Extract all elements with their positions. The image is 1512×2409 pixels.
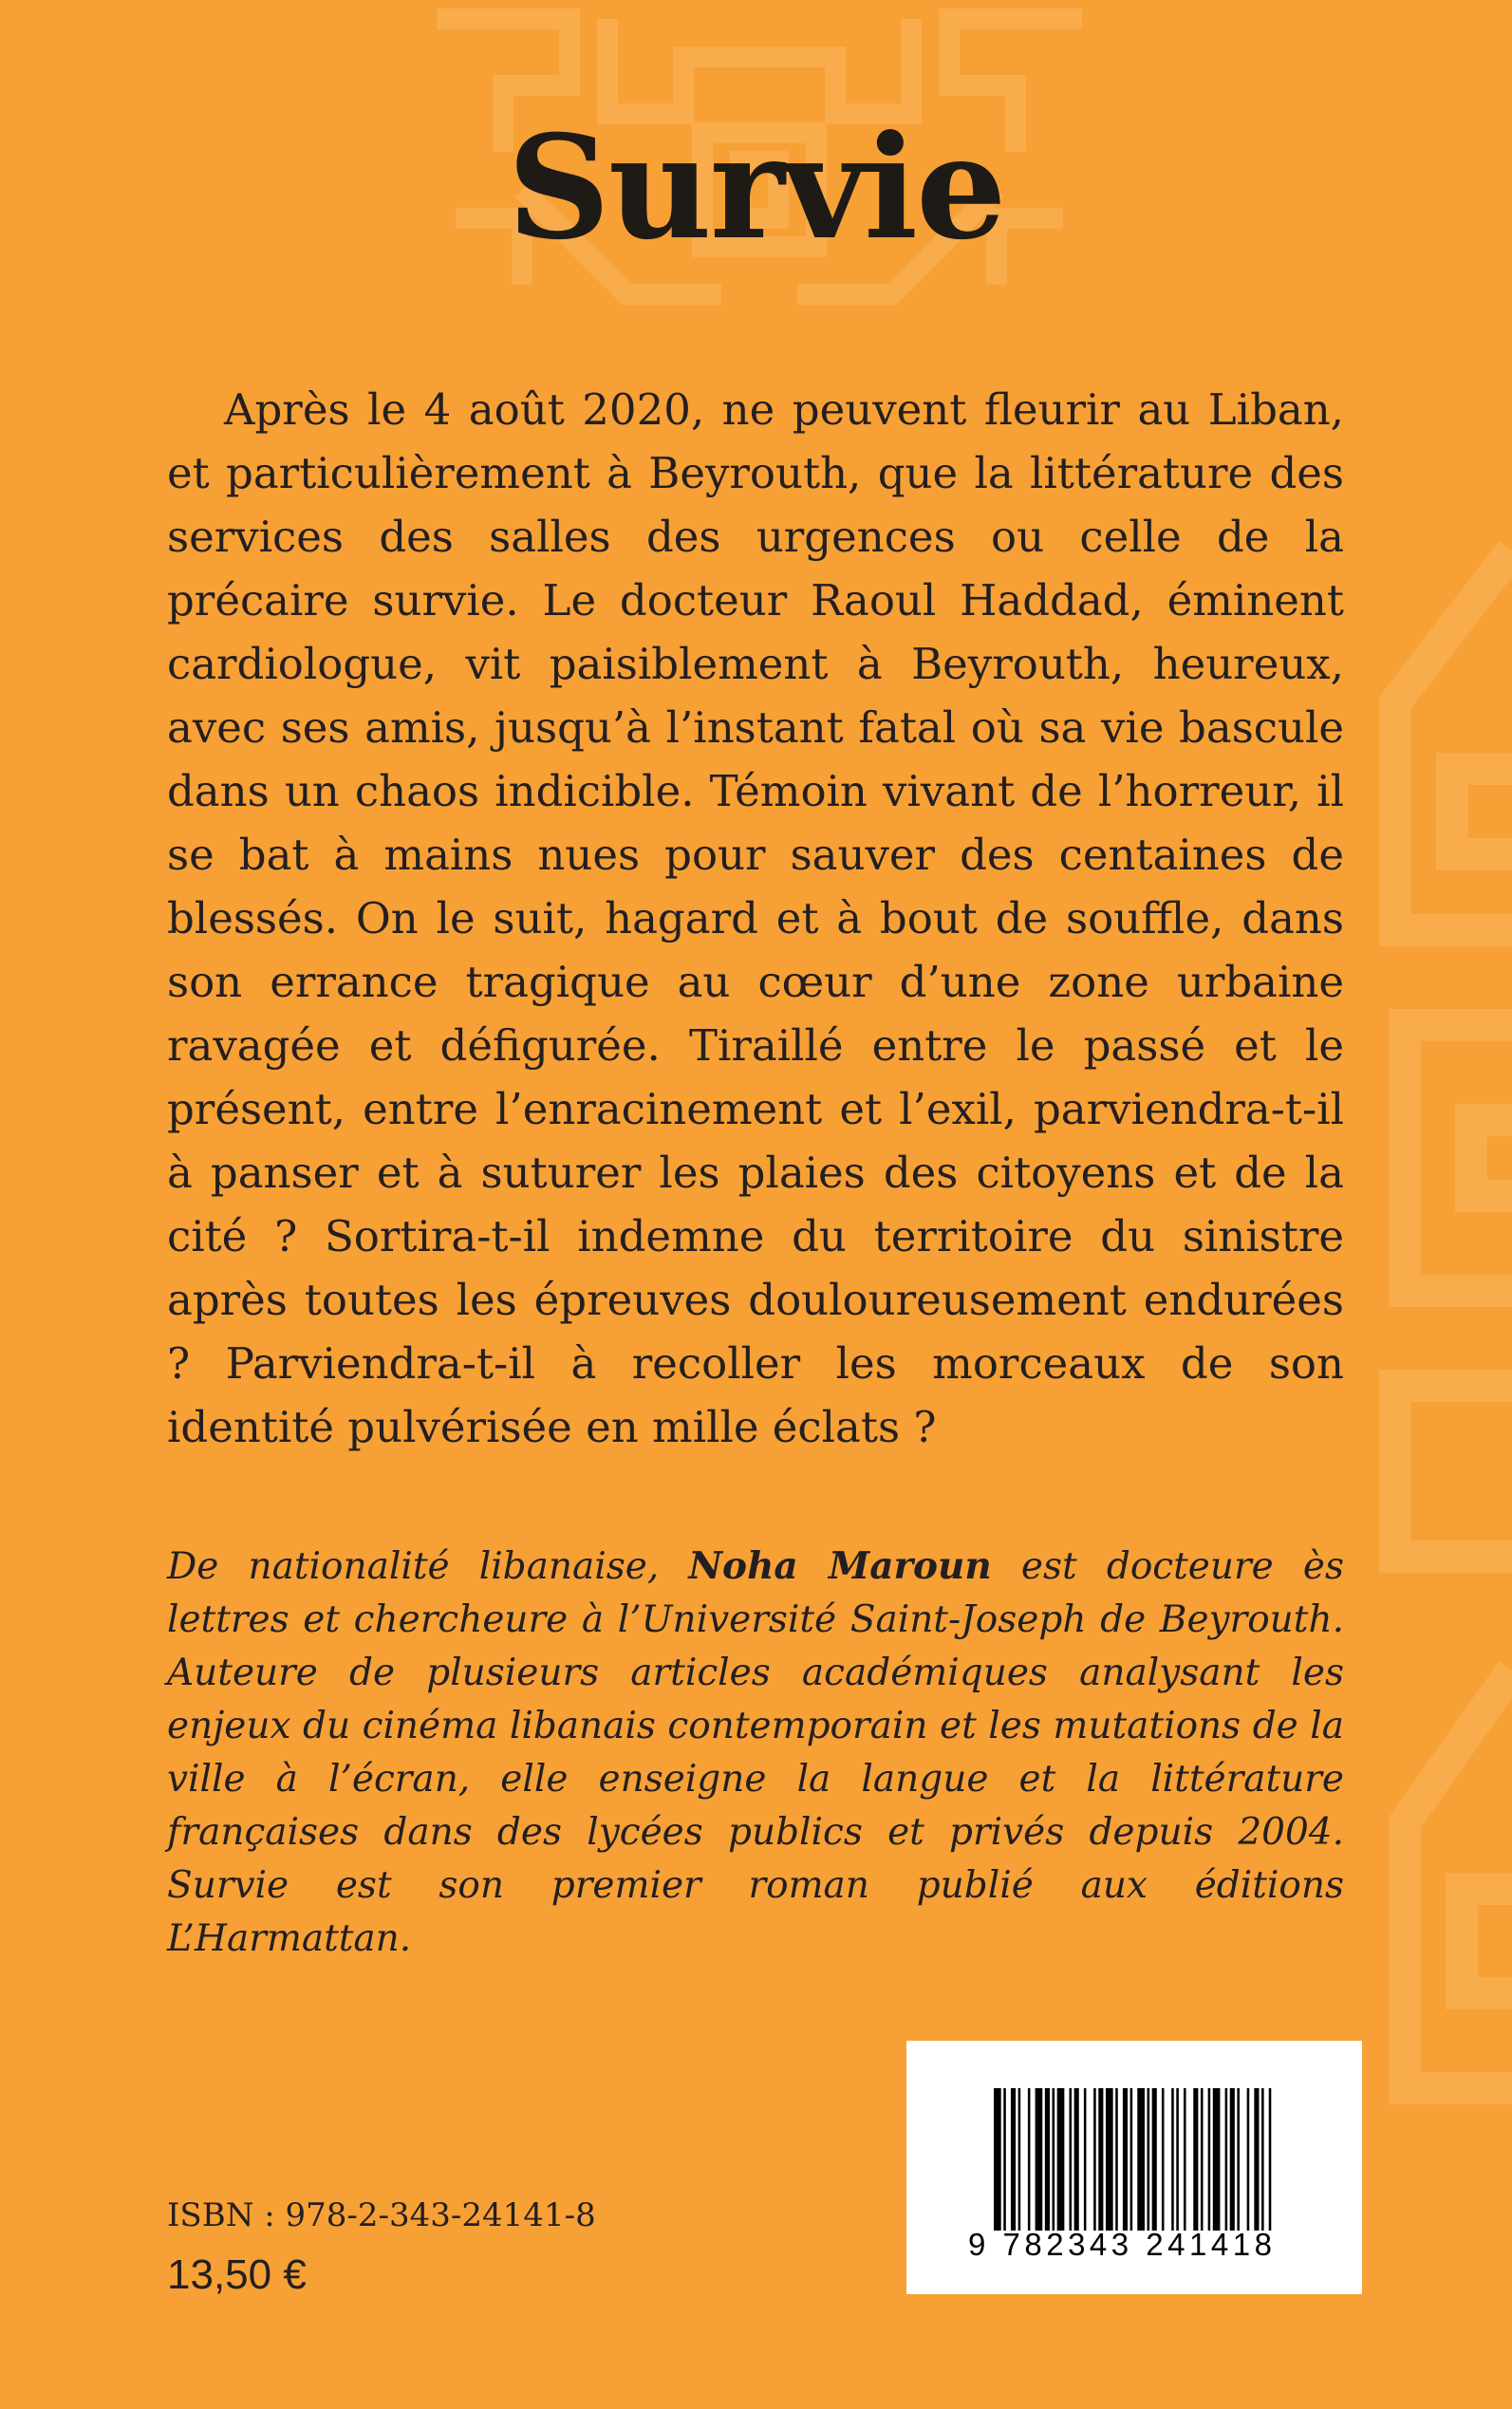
barcode-bar [1193,2088,1198,2231]
barcode-bar [1254,2088,1259,2231]
barcode-bar [1036,2088,1043,2231]
isbn: ISBN : 978-2-343-24141-8 [167,2196,596,2234]
barcode-bar [1230,2088,1235,2231]
barcode-bar [1148,2088,1150,2231]
barcode-bars [994,2088,1279,2231]
barcode-bar [1201,2088,1204,2231]
barcode-bar [1018,2088,1021,2231]
barcode-bar [1093,2088,1096,2231]
barcode-bar [1261,2088,1264,2231]
barcode-bar [1028,2088,1031,2231]
book-title: Survie [507,104,1005,271]
barcode-bar [1098,2088,1103,2231]
bio-intro: De nationalité libanaise, [167,1545,660,1588]
barcode-bar [1084,2088,1087,2231]
synopsis [167,378,1344,1459]
geometric-ornament-right [1367,532,1512,2107]
barcode-box [906,2041,1362,2294]
barcode-bar [1011,2088,1016,2231]
barcode-bar [1074,2088,1079,2231]
barcode-bar [1123,2088,1128,2231]
barcode-bar [1269,2088,1272,2231]
barcode-bar [1053,2088,1055,2231]
barcode-bar [1106,2088,1113,2231]
barcode-bar [1045,2088,1050,2231]
price: 13,50 € [167,2251,307,2298]
author-bio-paragraph [167,1540,1344,1966]
barcode-bar [1115,2088,1118,2231]
author-bio [167,1540,1344,1966]
barcode-bar [1247,2088,1250,2231]
barcode-digits: 9 782343 241418 [968,2227,1277,2262]
barcode-bar [1208,2088,1211,2231]
synopsis-text: Après le 4 août 2020, ne peuvent fleurir au Liban, et particulièrement à Beyrouth, que la littérature des services des salles des urgences ou celle de la précaire survie. Le docteur Raoul Haddad, éminent cardiologue, vit paisiblement à Beyrouth, heureux, avec ses amis, jusqu’à l’instant fatal où sa vie bascule dans un chaos indicible. Témoin vivant de l’horreur, il se bat à mains nues pour sauver des centaines de blessés. On le suit, hagard et à bout de souffle, dans son errance tragique au cœur d’une zone urbaine ravagée et défigurée. Tiraillé entre le passé et le présent, entre l’enracinement et l’exil, parviendra-t-il à panser et à suturer les plaies des citoyens et de la cité ? Sortira-t-il indemne du territoire du sinistre après toutes les épreuves douloureusement endurées ? Parviendra-t-il à recoller les morceaux de son identité pulvérisée en mille éclats ? [167,384,1344,1452]
barcode-bar [1225,2088,1228,2231]
barcode-bar [1057,2088,1065,2231]
barcode-bar [1152,2088,1157,2231]
barcode-bar [1171,2088,1174,2231]
barcode-bar [1003,2088,1006,2231]
barcode-bar [1137,2088,1145,2231]
barcode-bar [1176,2088,1179,2231]
barcode-bar [1162,2088,1165,2231]
barcode-bar [994,2088,1001,2231]
author-name: Noha Maroun [688,1544,992,1588]
barcode-bar [1130,2088,1133,2231]
barcode-bar [1237,2088,1240,2231]
barcode-bar [1213,2088,1221,2231]
barcode-bar [1069,2088,1072,2231]
barcode-bar [1184,2088,1186,2231]
bio-rest: est docteure ès lettres et chercheure à l’Université Saint-Joseph de Beyrouth. Auteure de plusieurs articles académiques analysant les enjeux du cinéma libanais contemporain et les mutations de la ville à l’écran, elle enseigne la langue et la littérature françaises dans des lycées publics et privés depuis 2004. Survie est son premier roman publié aux éditions L’Harmattan. [167,1545,1344,1960]
